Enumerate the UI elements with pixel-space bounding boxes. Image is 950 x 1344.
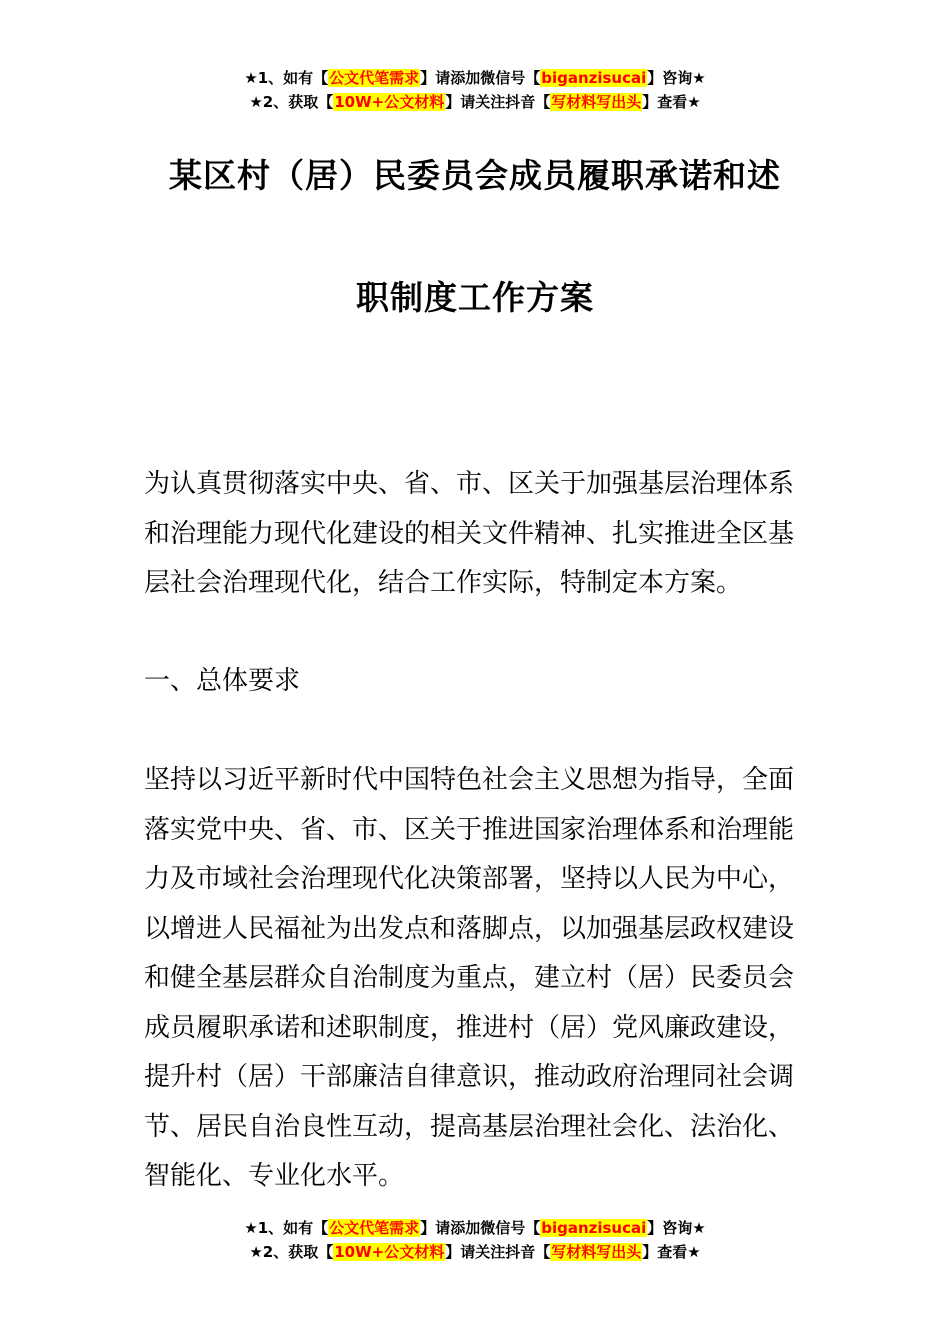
document-title-line-1: 某区村（居）民委员会成员履职承诺和述 (169, 156, 781, 195)
banner-text: 】请添加微信号【 (420, 69, 541, 87)
banner-text: ★1、如有【 (244, 1219, 329, 1237)
banner-highlight: 公文代笔需求 (329, 69, 420, 87)
section-heading: 一、总体要求 (144, 666, 301, 696)
footer-banner (0, 1216, 950, 1264)
banner-text: ★2、获取【 (249, 93, 334, 111)
banner-text: 】请添加微信号【 (420, 1219, 541, 1237)
banner-highlight: 公文代笔需求 (329, 1219, 420, 1237)
banner-highlight: biganzisucai (541, 69, 647, 87)
banner-line-1 (0, 1216, 950, 1240)
banner-line-1 (0, 66, 950, 90)
section-paragraph: 坚持以习近平新时代中国特色社会主义思想为指导，全面落实党中央、省、市、区关于推进国家治理体系和治理能力及市域社会治理现代化决策部署，坚持以人民为中心，以增进人民福祉为出发点和落脚点，以加强基层政权建设和健全基层群众自治制度为重点，建立村（居）民委员会成员履职承诺和述职制度，推进村（居）党风廉政建设，提升村（居）干部廉洁自律意识，推动政府治理同社会调节、居民自治良性互动，提高基层治理社会化、法治化、智能化、专业化水平。 (144, 765, 795, 1191)
banner-highlight: 10W+公文材料 (334, 93, 445, 111)
banner-highlight: 写材料写出头 (551, 1243, 642, 1261)
banner-highlight: biganzisucai (541, 1219, 647, 1237)
banner-text: ★1、如有【 (244, 69, 329, 87)
intro-paragraph: 为认真贯彻落实中央、省、市、区关于加强基层治理体系和治理能力现代化建设的相关文件精神、扎实推进全区基层社会治理现代化，结合工作实际，特制定本方案。 (144, 469, 795, 598)
document-title-line-2: 职制度工作方案 (356, 278, 594, 317)
banner-highlight: 10W+公文材料 (334, 1243, 445, 1261)
banner-text: 】查看★ (642, 93, 701, 111)
banner-highlight: 写材料写出头 (551, 93, 642, 111)
banner-text: 】查看★ (642, 1243, 701, 1261)
banner-text: 】请关注抖音【 (445, 93, 551, 111)
banner-text: 】咨询★ (647, 1219, 706, 1237)
banner-text: 】咨询★ (647, 69, 706, 87)
banner-line-2 (0, 90, 950, 114)
banner-text: 】请关注抖音【 (445, 1243, 551, 1261)
header-banner (0, 66, 950, 114)
banner-line-2 (0, 1240, 950, 1264)
banner-text: ★2、获取【 (249, 1243, 334, 1261)
